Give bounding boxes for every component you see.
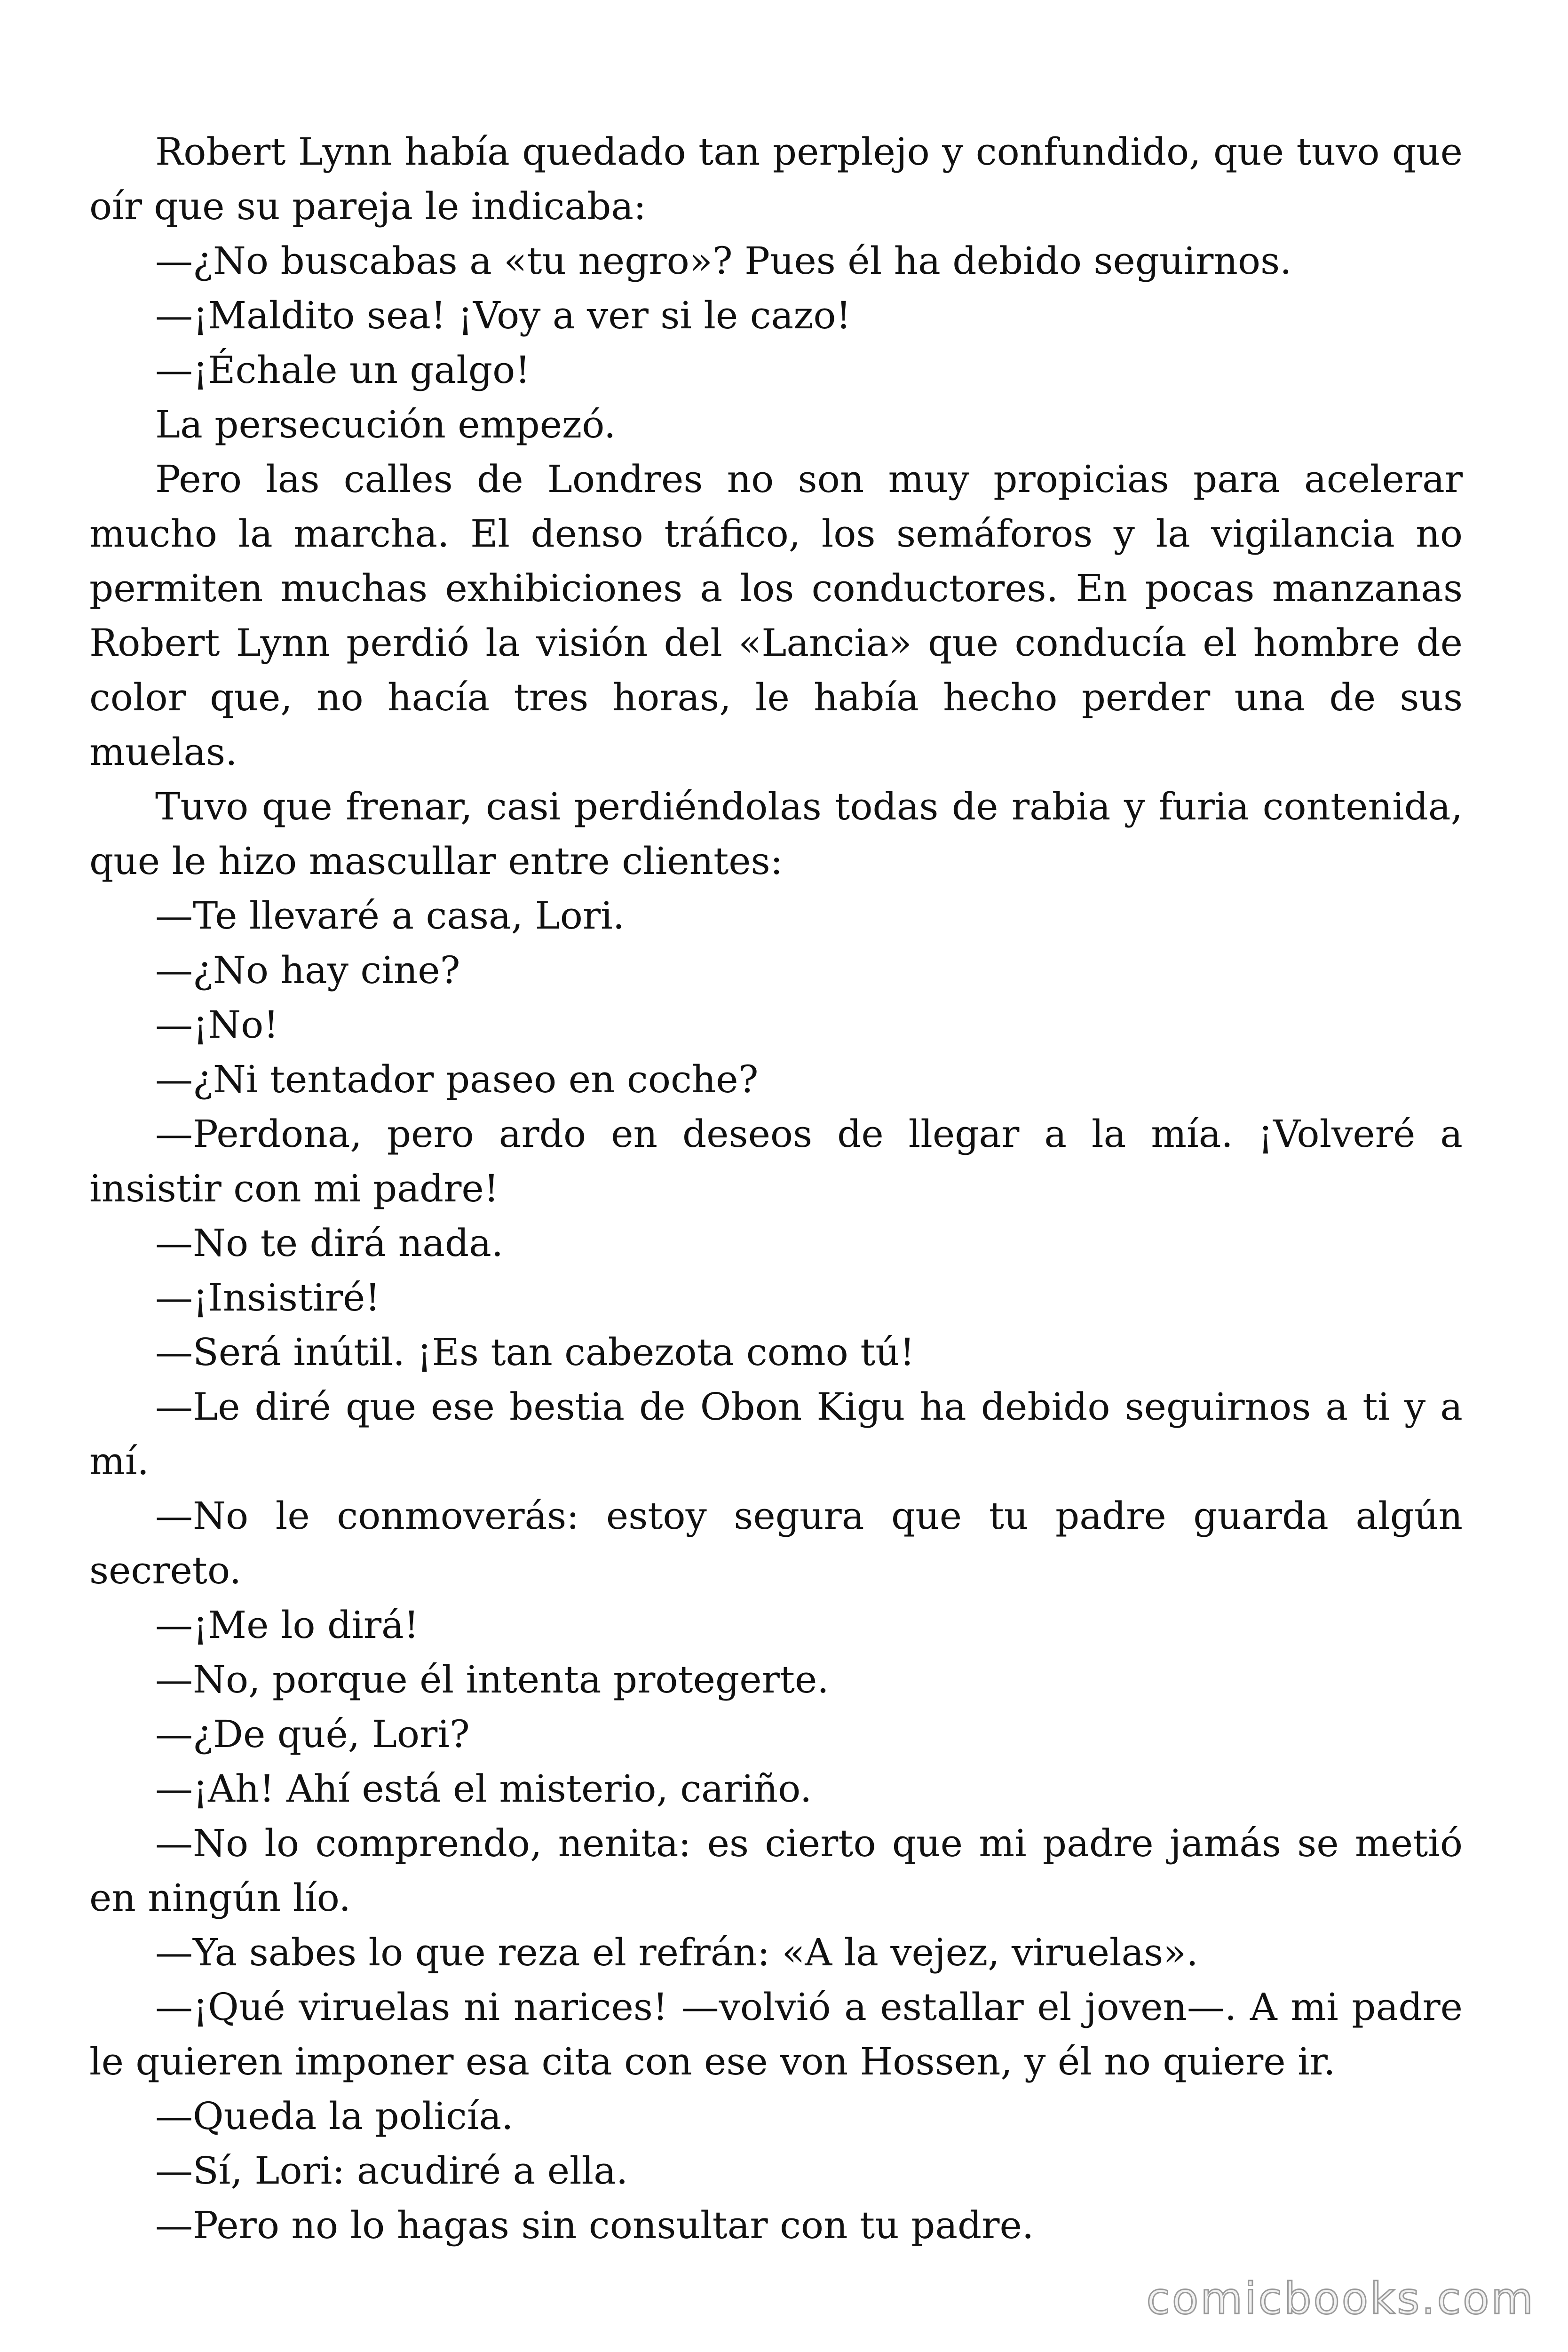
dialogue-line: —¡Ah! Ahí está el misterio, cariño. [155, 1767, 812, 1811]
paragraph: La persecución empezó. [155, 403, 616, 446]
paragraph: Robert Lynn había quedado tan perplejo y confundido, que tuvo que oír que su pareja le indicaba: [89, 130, 1463, 228]
dialogue-line: —¿Ni tentador paseo en coche? [155, 1057, 759, 1101]
dialogue-line: —Le diré que ese bestia de Obon Kigu ha debido seguirnos a ti y a mí. [89, 1385, 1463, 1483]
dialogue-line: —Pero no lo hagas sin consultar con tu padre. [155, 2203, 1034, 2247]
paragraph: Pero las calles de Londres no son muy propicias para acelerar mucho la marcha. El denso tráfico, los semáforos y la vigilancia no permiten muchas exhibiciones a los conductores. En pocas manzanas Robert Lynn perdió la visión del «Lancia» que conducía el hombre de color que, no hacía tres horas, le había hecho perder una de sus muelas. [89, 457, 1463, 774]
dialogue-line: —Será inútil. ¡Es tan cabezota como tú! [155, 1330, 915, 1374]
watermark: comicbooks.com [1146, 2273, 1535, 2324]
dialogue-line: —No te dirá nada. [155, 1221, 504, 1265]
page-body [89, 125, 1463, 2253]
dialogue-line: —¿No hay cine? [155, 948, 460, 992]
dialogue-line: —¡Me lo dirá! [155, 1603, 419, 1647]
dialogue-line: —No, porque él intenta protegerte. [155, 1658, 829, 1701]
dialogue-line: —¿De qué, Lori? [155, 1712, 470, 1756]
dialogue-line: —Ya sabes lo que reza el refrán: «A la vejez, viruelas». [155, 1931, 1198, 1974]
dialogue-line: —Sí, Lori: acudiré a ella. [155, 2149, 628, 2193]
paragraph: Tuvo que frenar, casi perdiéndolas todas de rabia y furia contenida, que le hizo mascullar entre clientes: [89, 785, 1463, 883]
dialogue-line: —Queda la policía. [155, 2094, 514, 2138]
dialogue-line: —No lo comprendo, nenita: es cierto que mi padre jamás se metió en ningún lío. [89, 1821, 1463, 1920]
dialogue-line: —No le conmoverás: estoy segura que tu padre guarda algún secreto. [89, 1494, 1463, 1592]
dialogue-line: —¡Maldito sea! ¡Voy a ver si le cazo! [155, 294, 851, 337]
dialogue-line: —¡No! [155, 1003, 279, 1047]
dialogue-line: —¡Échale un galgo! [155, 348, 531, 392]
dialogue-line: —Perdona, pero ardo en deseos de llegar a la mía. ¡Volveré a insistir con mi padre! [89, 1112, 1463, 1210]
dialogue-line: —¿No buscabas a «tu negro»? Pues él ha debido seguirnos. [155, 239, 1292, 283]
dialogue-line: —¡Insistiré! [155, 1276, 380, 1319]
dialogue-line: —Te llevaré a casa, Lori. [155, 894, 625, 938]
dialogue-line: —¡Qué viruelas ni narices! —volvió a estallar el joven—. A mi padre le quieren imponer esa cita con ese von Hossen, y él no quiere ir. [89, 1985, 1463, 2083]
